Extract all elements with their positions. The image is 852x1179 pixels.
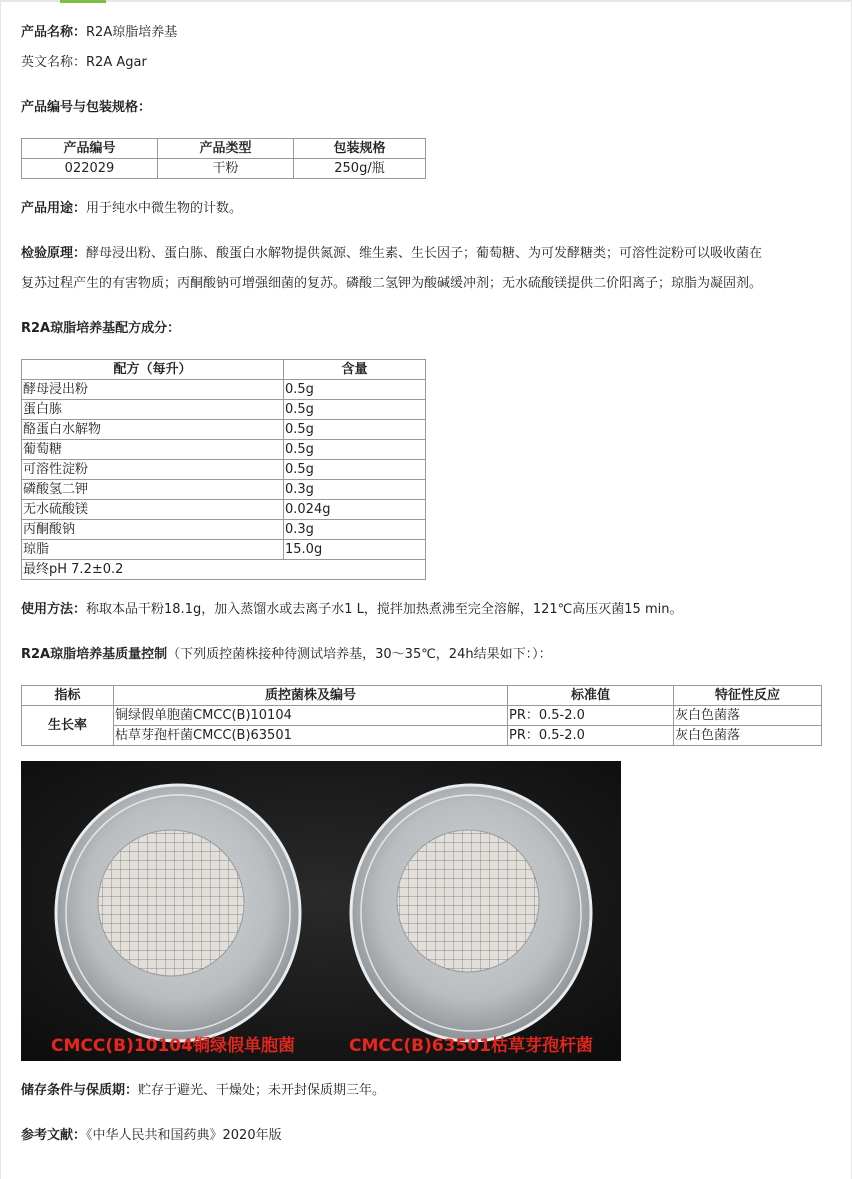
ingredient-name: 琼脂 (22, 540, 284, 560)
table-row (22, 440, 426, 460)
qc-label: R2A琼脂培养基质量控制 (21, 647, 168, 662)
english-name-row (21, 53, 147, 73)
qc-standard: PR：0.5-2.0 (508, 706, 674, 726)
photo-caption-right: CMCC(B)63501枯草芽孢杆菌 (349, 1036, 593, 1056)
method-value: 称取本品干粉18.1g，加入蒸馏水或去离子水1 L，搅拌加热煮沸至完全溶解，121℃高压灭菌15 min。 (86, 602, 683, 617)
qc-standard: PR：0.5-2.0 (508, 726, 674, 746)
petri-dish-left (56, 785, 300, 1041)
top-border (0, 0, 852, 2)
storage-row (21, 1081, 385, 1101)
reference-row (21, 1126, 282, 1146)
formula-table-header (22, 360, 426, 380)
method-row (21, 600, 682, 620)
petri-dish-photo (21, 761, 621, 1061)
usage-value: 用于纯水中微生物的计数。 (86, 201, 243, 216)
ingredient-name: 无水硫酸镁 (22, 500, 284, 520)
ingredient-amount: 0.5g (284, 440, 426, 460)
reference-label: 参考文献： (21, 1128, 87, 1143)
qc-strain: 枯草芽孢杆菌CMCC(B)63501 (114, 726, 508, 746)
left-border (0, 0, 1, 1179)
table-row (22, 500, 426, 520)
ingredient-name: 可溶性淀粉 (22, 460, 284, 480)
ingredient-amount: 0.3g (284, 520, 426, 540)
petri-dish-illustration (21, 761, 621, 1061)
pack-table (21, 138, 426, 179)
ingredient-amount: 0.5g (284, 420, 426, 440)
qc-header-cell: 质控菌株及编号 (114, 686, 508, 706)
pack-header-cell: 包装规格 (294, 139, 426, 159)
qc-header-cell: 特征性反应 (674, 686, 822, 706)
petri-dish-right (351, 785, 591, 1041)
pack-header-cell: 产品类型 (158, 139, 294, 159)
ingredient-name: 酵母浸出粉 (22, 380, 284, 400)
ingredient-name: 丙酮酸钠 (22, 520, 284, 540)
principle-label: 检验原理： (21, 246, 87, 261)
ingredient-amount: 15.0g (284, 540, 426, 560)
qc-heading (21, 645, 552, 665)
qc-header-cell: 标准值 (508, 686, 674, 706)
formula-header-cell: 配方（每升） (22, 360, 284, 380)
ingredient-amount: 0.5g (284, 400, 426, 420)
table-row (22, 400, 426, 420)
pack-cell: 250g/瓶 (294, 159, 426, 179)
photo-caption-left: CMCC(B)10104铜绿假单胞菌 (51, 1036, 295, 1056)
english-name-label: 英文名称： (21, 55, 87, 70)
table-row (22, 420, 426, 440)
ingredient-name: 葡萄糖 (22, 440, 284, 460)
method-label: 使用方法： (21, 602, 87, 617)
pack-header-cell: 产品编号 (22, 139, 158, 159)
usage-row (21, 199, 242, 219)
final-ph: 最终pH 7.2±0.2 (22, 560, 426, 580)
product-name-row (21, 23, 177, 43)
pack-heading: 产品编号与包装规格： (21, 100, 152, 115)
active-tab-indicator (60, 0, 106, 3)
pack-cell: 干粉 (158, 159, 294, 179)
qc-table-header (22, 686, 822, 706)
ingredient-name: 蛋白胨 (22, 400, 284, 420)
table-row (22, 460, 426, 480)
principle-line1: 酵母浸出粉、蛋白胨、酸蛋白水解物提供氮源、维生素、生长因子；葡萄糖、为可发酵糖类；可溶性淀粉可以吸收菌在 (86, 246, 763, 261)
formula-header-cell: 含量 (284, 360, 426, 380)
storage-value: 贮存于避光、干燥处；未开封保质期三年。 (138, 1083, 386, 1098)
principle-line2: 复苏过程产生的有害物质；丙酮酸钠可增强细菌的复苏。磷酸二氢钾为酸碱缓冲剂；无水硫酸镁提供二价阳离子；琼脂为凝固剂。 (21, 276, 763, 291)
pack-table-header (22, 139, 426, 159)
qc-header-cell: 指标 (22, 686, 114, 706)
usage-label: 产品用途： (21, 201, 87, 216)
formula-table (21, 359, 426, 580)
english-name-value: R2A Agar (86, 55, 147, 70)
product-name-value: R2A琼脂培养基 (86, 25, 178, 40)
storage-label: 储存条件与保质期： (21, 1083, 139, 1098)
qc-reaction: 灰白色菌落 (674, 726, 822, 746)
table-row (22, 726, 822, 746)
ingredient-name: 酪蛋白水解物 (22, 420, 284, 440)
table-row (22, 540, 426, 560)
ingredient-amount: 0.3g (284, 480, 426, 500)
table-row (22, 560, 426, 580)
ingredient-amount: 0.024g (284, 500, 426, 520)
ingredient-amount: 0.5g (284, 460, 426, 480)
ingredient-amount: 0.5g (284, 380, 426, 400)
table-row (22, 706, 822, 726)
formula-heading: R2A琼脂培养基配方成分： (21, 321, 181, 336)
principle-paragraph (21, 239, 831, 299)
qc-strain: 铜绿假单胞菌CMCC(B)10104 (114, 706, 508, 726)
table-row (22, 380, 426, 400)
table-row (22, 480, 426, 500)
table-row (22, 159, 426, 179)
qc-table (21, 685, 822, 746)
ingredient-name: 磷酸氢二钾 (22, 480, 284, 500)
product-name-label: 产品名称： (21, 25, 87, 40)
qc-note: （下列质控菌株接种待测试培养基，30～35℃，24h结果如下：）： (167, 647, 552, 662)
qc-reaction: 灰白色菌落 (674, 706, 822, 726)
qc-group-cell: 生长率 (22, 706, 114, 746)
pack-cell: 022029 (22, 159, 158, 179)
table-row (22, 520, 426, 540)
reference-value: 《中华人民共和国药典》2020年版 (86, 1128, 282, 1143)
